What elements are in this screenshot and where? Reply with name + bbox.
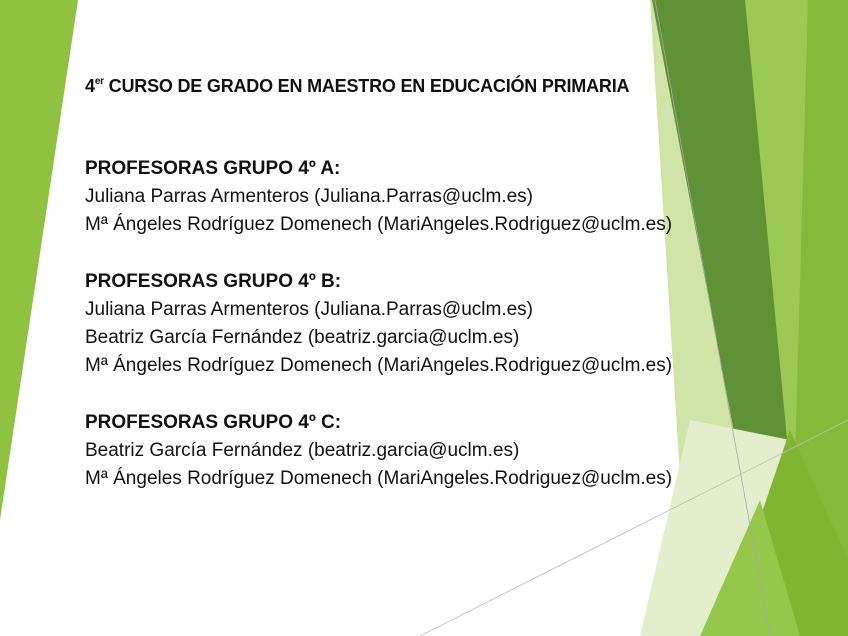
group-a-heading: PROFESORAS GRUPO 4º A: [85,158,341,179]
group-b-professor-3: Mª Ángeles Rodríguez Domenech (MariAngeles.Rodriguez@uclm.es) [85,355,673,376]
title-rest: CURSO DE GRADO EN MAESTRO EN EDUCACIÓN PRIMARIA [103,76,630,96]
title-prefix: 4 [85,76,95,96]
group-b-section [85,268,785,380]
group-a-professor-1: Juliana Parras Armenteros (Juliana.Parras@uclm.es) [85,186,534,207]
slide-title [85,72,629,100]
group-a-section [85,155,785,239]
group-a-professor-2: Mª Ángeles Rodríguez Domenech (MariAngeles.Rodriguez@uclm.es) [85,214,673,235]
left-green-wedge [0,0,78,520]
group-b-heading: PROFESORAS GRUPO 4º B: [85,271,342,292]
group-b-professor-1: Juliana Parras Armenteros (Juliana.Parras@uclm.es) [85,299,534,320]
group-c-professor-2: Mª Ángeles Rodríguez Domenech (MariAngeles.Rodriguez@uclm.es) [85,468,673,489]
title-superscript: er [94,76,104,87]
group-c-professor-1: Beatriz García Fernández (beatriz.garcia@uclm.es) [85,440,520,461]
group-c-section [85,409,785,493]
group-c-heading: PROFESORAS GRUPO 4º C: [85,412,342,433]
group-b-professor-2: Beatriz García Fernández (beatriz.garcia@uclm.es) [85,327,520,348]
